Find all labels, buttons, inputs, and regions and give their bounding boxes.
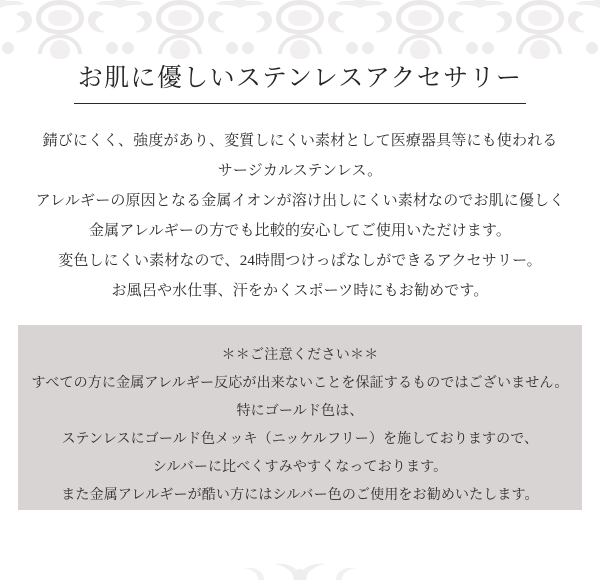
description-line: サージカルステンレス。: [217, 163, 383, 179]
notice-line: また金属アレルギーが酷い方にはシルバー色のご使用をお勧めいたします。: [61, 488, 539, 503]
notice-heading: ＊＊ご注意ください＊＊: [221, 348, 379, 363]
damask-ornament-top: [0, 0, 600, 62]
description-line: 金属アレルギーの方でも比較的安心してご使用いただけます。: [88, 223, 512, 239]
notice-line: シルバーに比べくすみやすくなっております。: [152, 460, 448, 475]
damask-ornament-bottom: [0, 532, 600, 580]
notice-line: 特にゴールド色は、: [236, 404, 364, 419]
description-line: 変色しにくい素材なので、24時間つけっぱなしができるアクセサリー。: [58, 253, 542, 269]
notice-line: すべての方に金属アレルギー反応が出来ないことを保証するものではございません。: [31, 376, 569, 391]
description-line: お風呂や水仕事、汗をかくスポーツ時にもお勧めです。: [111, 283, 489, 299]
description-line: 錆びにくく、強度があり、変質しにくい素材として医療器具等にも使われる: [42, 133, 558, 149]
notice-panel: [18, 325, 582, 510]
notice-line: ステンレスにゴールド色メッキ（ニッケルフリー）を施しておりますので、: [61, 432, 539, 447]
description-line: アレルギーの原因となる金属イオンが溶け出しにくい素材なのでお肌に優しく: [35, 193, 565, 209]
description-block: [0, 126, 600, 306]
page-title-container: [0, 62, 600, 104]
page-title: お肌に優しいステンレスアクセサリー: [74, 62, 527, 104]
